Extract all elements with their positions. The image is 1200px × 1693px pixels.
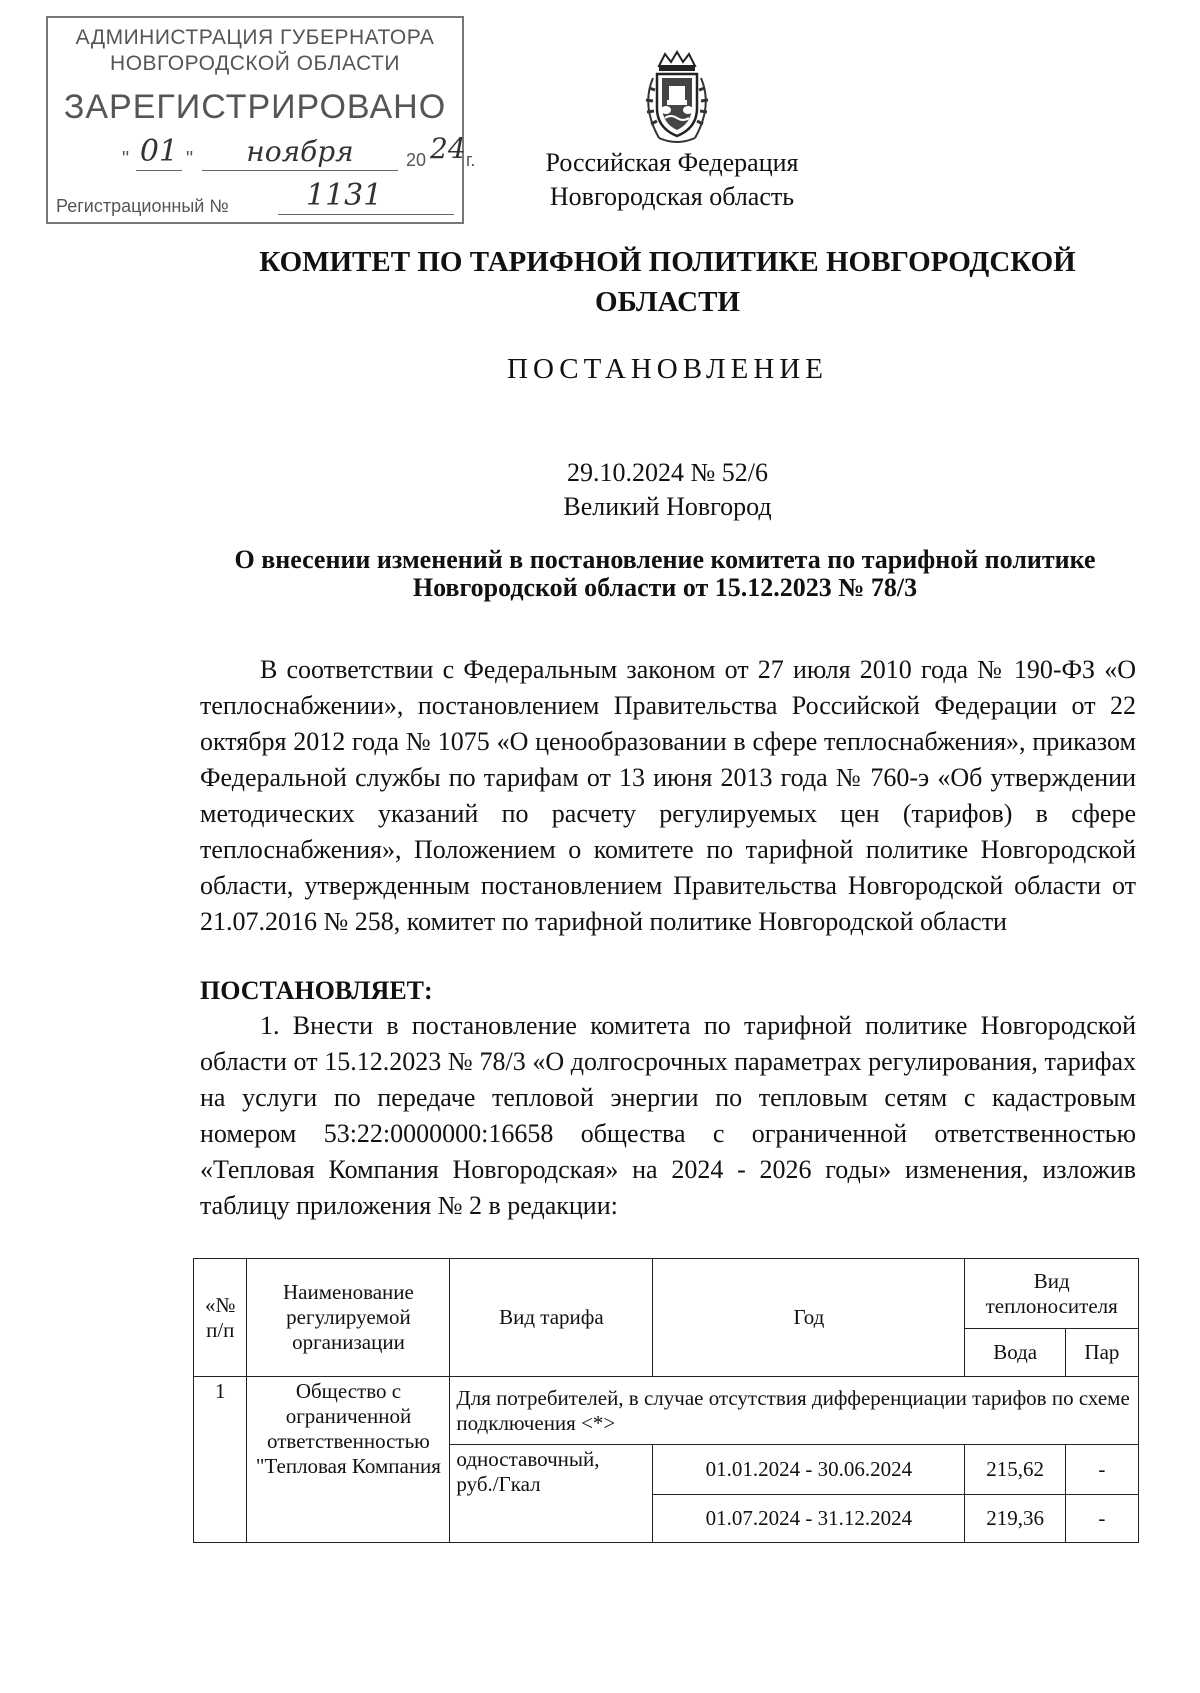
header-org: Наименование регулируемой организации [247, 1259, 450, 1377]
period-cell: 01.07.2024 - 31.12.2024 [653, 1495, 965, 1543]
header-steam: Пар [1065, 1329, 1138, 1377]
stamp-year-unit: г. [466, 150, 476, 170]
table-header-row [194, 1259, 1139, 1329]
row-number: 1 [194, 1377, 247, 1543]
region-name: Новгородская область [549, 182, 795, 211]
tariff-table [193, 1258, 1139, 1543]
coat-of-arms-icon [629, 48, 725, 148]
table-row [194, 1377, 1139, 1445]
stamp-registered: ЗАРЕГИСТРИРОВАНО [63, 88, 447, 126]
country-name: Российская Федерация [545, 148, 799, 177]
stamp-quote-close: " [186, 148, 194, 170]
consumer-group-label: Для потребителей, в случае отсутствия дифференциации тарифов по схеме подключения <*> [450, 1377, 1139, 1445]
stamp-reg-number: 1131 [278, 178, 454, 215]
stamp-year-prefix: 20 [406, 150, 427, 170]
header-year: Год [653, 1259, 965, 1377]
registration-stamp [46, 16, 476, 224]
item-1-paragraph: 1. Внести в постановление комитета по тарифной политике Новгородской области от 15.12.2023 № 78/3 «О долгосрочных параметрах регулирования, тарифах на услуги по передаче тепловой энергии по тепловым сетям с кадастровым номером 53:22:0000000:16658 общества с ограниченной ответственностью «Тепловая Компания Новгородская» на 2024 - 2026 годы» изменения, изложив таблицу приложения № 2 в редакции: [200, 1011, 1136, 1220]
document-date-number: 29.10.2024 № 52/6 [566, 458, 769, 487]
document-subject: О внесении изменений в постановление комитета по тарифной политике Новгородской области от 15.12.2023 № 78/3 [234, 545, 1096, 602]
header-carrier: Вид теплоносителя [965, 1259, 1139, 1329]
header-kind: Вид тарифа [450, 1259, 653, 1377]
header-water: Вода [965, 1329, 1065, 1377]
period-cell: 01.01.2024 - 30.06.2024 [653, 1445, 965, 1495]
stamp-year-suffix: 24 [430, 132, 466, 165]
stamp-quote-open: " [122, 148, 130, 170]
steam-value-cell: - [1065, 1445, 1138, 1495]
committee-title: КОМИТЕТ ПО ТАРИФНОЙ ПОЛИТИКЕ НОВГОРОДСКОЙ ОБЛАСТИ [259, 246, 1076, 318]
steam-value-cell: - [1065, 1495, 1138, 1543]
water-value-cell: 215,62 [965, 1445, 1065, 1495]
document-type: ПОСТАНОВЛЕНИЕ [507, 353, 828, 385]
stamp-line-1: АДМИНИСТРАЦИЯ ГУБЕРНАТОРА [75, 26, 435, 49]
header-num: «№ п/п [194, 1259, 247, 1377]
stamp-number-row [56, 178, 456, 218]
resolves-heading: ПОСТАНОВЛЯЕТ: [200, 976, 433, 1005]
preamble-paragraph: В соответствии с Федеральным законом от 27 июля 2010 года № 190-ФЗ «О теплоснабжении», постановлением Правительства Российской Федерации от 22 октября 2012 года № 1075 «О ценообразовании в сфере теплоснабжения», приказом Федеральной службы по тарифам от 13 июня 2013 года № 760-э «Об утверждении методических указаний по расчету регулируемых цен (тарифов) в сфере теплоснабжения», Положением о комитете по тарифной политике Новгородской области, утвержденным постановлением Правительства Новгородской области от 21.07.2016 № 258, комитет по тарифной политике Новгородской области [200, 655, 1136, 936]
stamp-month: ноября [202, 134, 398, 171]
stamp-reg-label: Регистрационный № [56, 196, 229, 216]
tariff-kind: одноставочный, руб./Гкал [450, 1445, 653, 1543]
stamp-day: 01 [136, 134, 182, 171]
stamp-date-row [78, 132, 476, 176]
water-value-cell: 219,36 [965, 1495, 1065, 1543]
document-city: Великий Новгород [563, 492, 772, 521]
stamp-line-2: НОВГОРОДСКОЙ ОБЛАСТИ [110, 52, 400, 75]
org-name: Общество с ограниченной ответственностью "Тепловая Компания [247, 1377, 450, 1543]
